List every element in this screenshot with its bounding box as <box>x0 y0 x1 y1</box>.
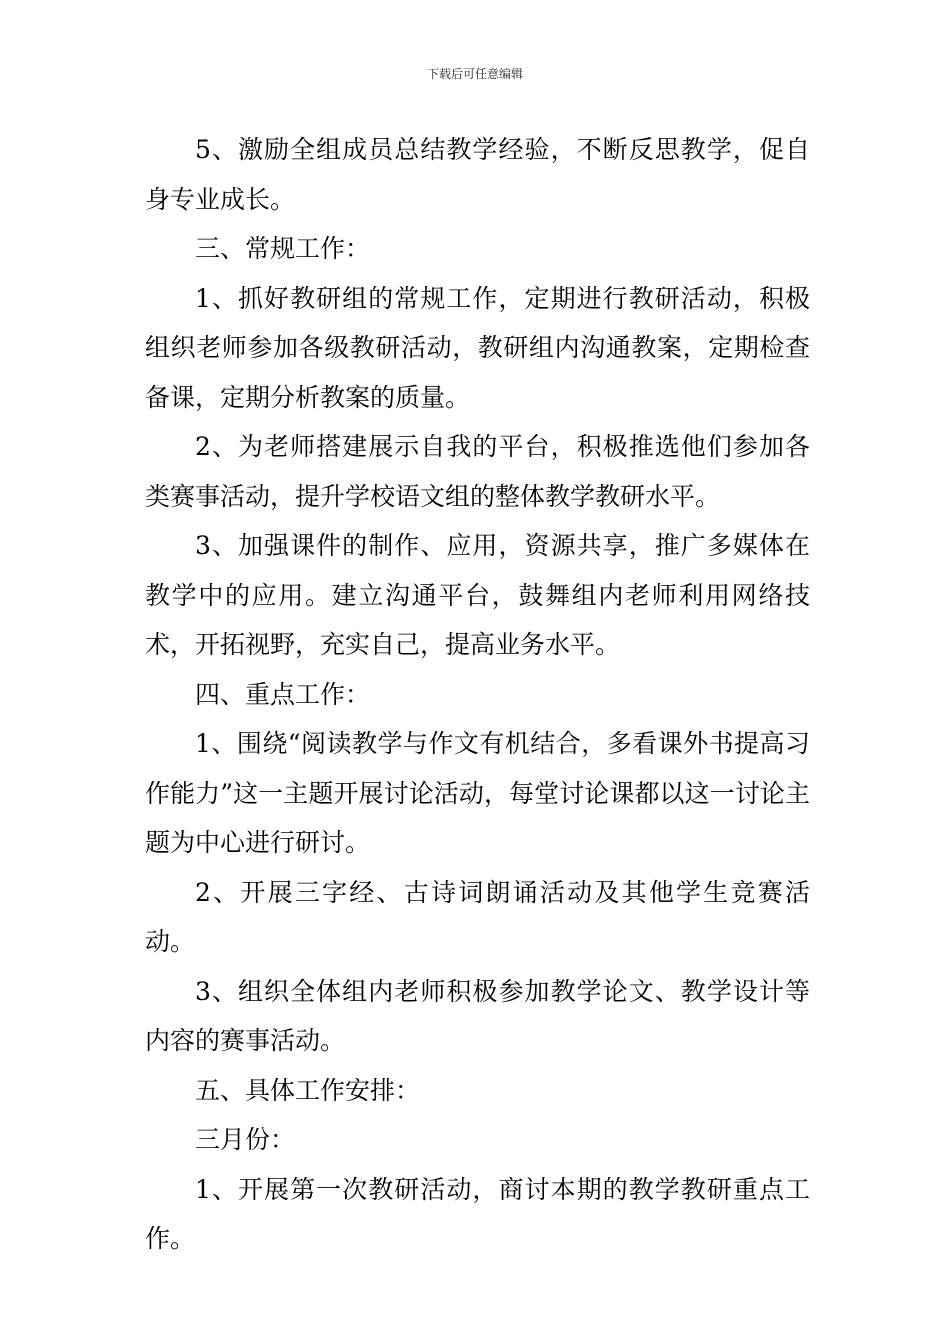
paragraph-reading-writing-theme: 1、围绕“阅读教学与作文有机结合，多看课外书提高习作能力”这一主题开展讨论活动，每堂讨论课都以这一讨论主题为中心进行研讨。 <box>145 729 810 857</box>
page-header: 下载后可任意编辑 <box>426 67 523 81</box>
document-body <box>145 125 810 1264</box>
paragraph-teacher-platform: 2、为老师搭建展示自我的平台，积极推选他们参加各类赛事活动，提升学校语文组的整体教学教研水平。 <box>145 432 810 511</box>
section-heading-routine-work: 三、常规工作： <box>195 234 371 263</box>
paragraph-routine-research: 1、抓好教研组的常规工作，定期进行教研活动，积极组织老师参加各级教研活动，教研组内沟通教案，定期检查备课，定期分析教案的质量。 <box>145 283 810 412</box>
section-heading-work-schedule: 五、具体工作安排： <box>195 1075 421 1105</box>
paragraph-first-research-activity: 1、开展第一次教研活动，商讨本期的教学教研重点工作。 <box>145 1174 810 1253</box>
paragraph-encourage-reflection: 5、激励全组成员总结教学经验，不断反思教学，促自身专业成长。 <box>145 135 810 214</box>
paragraph-recitation-activities: 2、开展三字经、古诗词朗诵活动及其他学生竞赛活动。 <box>145 877 810 956</box>
section-heading-key-work: 四、重点工作： <box>195 679 371 709</box>
month-heading-march: 三月份： <box>195 1125 296 1154</box>
paragraph-courseware-multimedia: 3、加强课件的制作、应用，资源共享，推广多媒体在教学中的应用。建立沟通平台，鼓舞组内老师利用网络技术，开拓视野，充实自己，提高业务水平。 <box>145 531 810 659</box>
paragraph-papers-contests: 3、组织全体组内老师积极参加教学论文、教学设计等内容的赛事活动。 <box>145 976 810 1055</box>
